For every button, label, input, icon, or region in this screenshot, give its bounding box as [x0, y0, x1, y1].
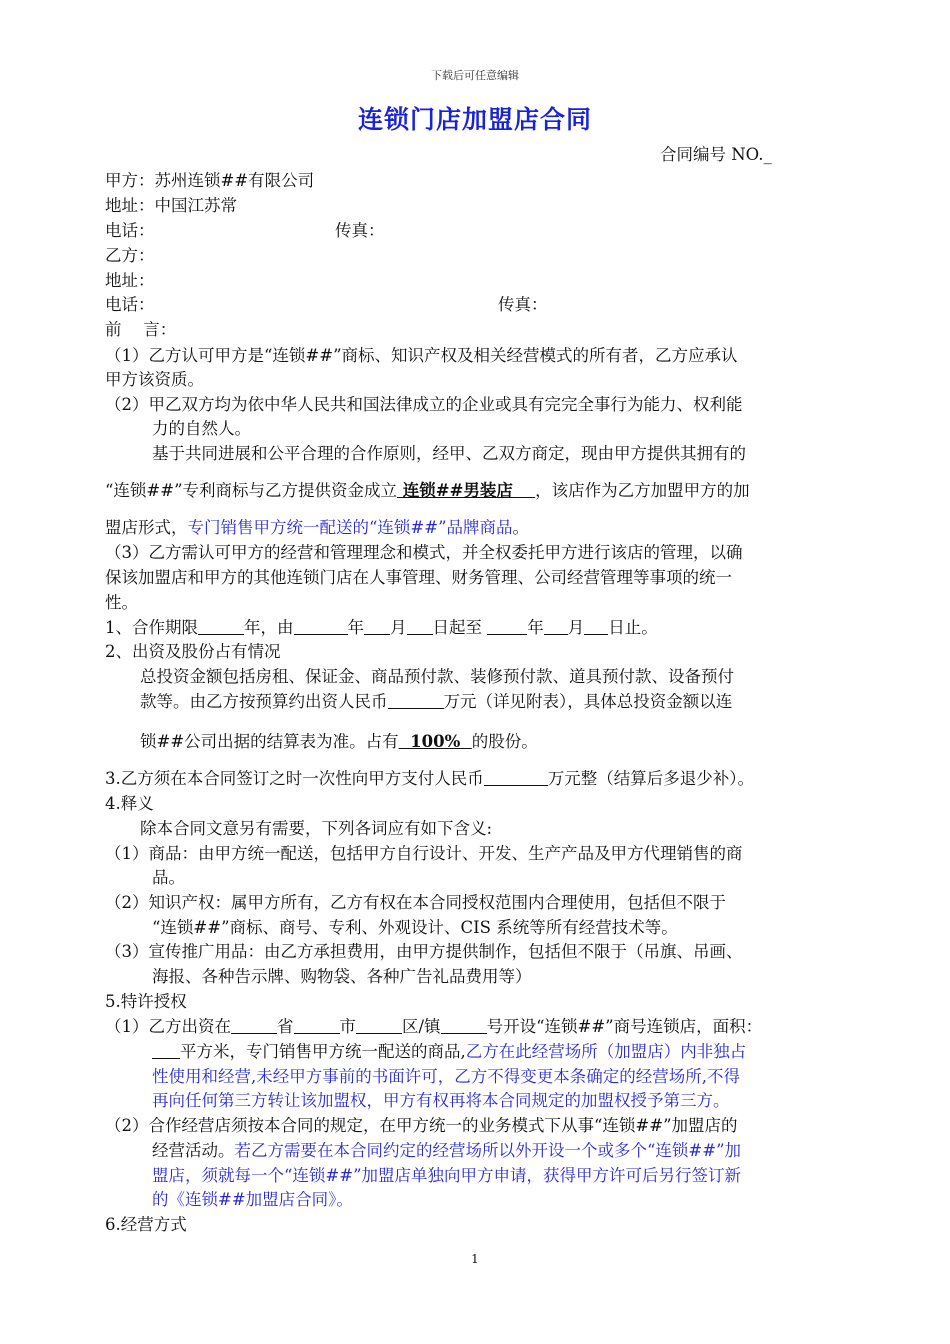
start-year-blank [294, 618, 348, 635]
section5-item2-line2 [152, 1140, 741, 1162]
city-label: 市 [339, 1017, 356, 1036]
section4-item1-line1: （1）商品：由甲方统一配送，包括甲方自行设计、开发、生产产品及甲方代理销售的商 [105, 844, 743, 863]
party-b-address: 地址： [105, 271, 155, 290]
section2-line2 [140, 691, 732, 713]
section5-item2-line4: 的《连锁##加盟店合同》。 [152, 1190, 353, 1209]
investment-note: 万元（详见附表），具体总投资金额以连 [443, 692, 733, 711]
section4-intro: 除本合同文意另有需要，下列各词应有如下含义: [140, 819, 493, 838]
section4-item3-line2: 海报、各种告示牌、购物袋、各种广告礼品费用等） [152, 967, 532, 986]
end-month-label: 月 [567, 618, 585, 637]
section5-item1-line2 [152, 1041, 746, 1063]
end-month-blank [544, 618, 568, 635]
district-blank [356, 1017, 402, 1034]
document-title: 连锁门店加盟店合同 [357, 105, 592, 134]
party-b-phone: 电话： [105, 295, 155, 314]
start-year-label: 年 [347, 618, 364, 637]
area-blank [152, 1042, 180, 1059]
section4-item2-line1: （2）知识产权：属甲方所有，乙方有权在本合同授权范围内合理使用，包括但不限于 [105, 893, 726, 912]
non-exclusive-clause-start: 乙方在此经营场所（加盟店）内非独占 [465, 1042, 747, 1061]
location-label: （1）乙方出资在 [105, 1017, 231, 1036]
section4-item1-line2: 品。 [152, 868, 185, 887]
preface-p2-line5-start: 盟店形式， [105, 518, 188, 537]
preface-p2-line3: 基于共同进展和公平合理的合作原则，经甲、乙双方商定，现由甲方提供其拥有的 [152, 444, 746, 463]
store-name: 连锁##男装店 [397, 481, 519, 500]
preface-p2-line1: （2）甲乙双方均为依中华人民共和国法律成立的企业或具有完完全事行为能力、权利能 [105, 395, 743, 414]
share-percentage: 100% [398, 732, 472, 751]
payment-suffix: 万元整（结算后多退少补）。 [547, 769, 754, 788]
store-name-blank [519, 481, 536, 500]
city-blank [294, 1017, 340, 1034]
preface-p2-line4-start: “连锁##”专利商标与乙方提供资金成立 [105, 481, 398, 500]
section5-item2-line1: （2）合作经营店须按本合同的规定，在甲方统一的业务模式下从事“连锁##”加盟店的 [105, 1116, 738, 1135]
section2-heading: 2、出资及股份占有情况 [105, 642, 281, 661]
investment-label: 款等。由乙方按预算约出资人民币 [140, 692, 388, 711]
section5-item1-line4: 再向任何第三方转让该加盟权，甲方有权再将本合同规定的加盟权授予第三方。 [152, 1091, 730, 1110]
contract-number: 合同编号 NO._ [660, 145, 772, 164]
preface-p2-line5-end: 。 [512, 518, 530, 537]
payment-amount-blank [484, 769, 548, 786]
province-label: 省 [277, 1017, 294, 1036]
party-a-fax: 传真： [335, 221, 385, 240]
preface-p2-line4 [105, 480, 750, 502]
start-month-label: 月 [390, 618, 407, 637]
header-note: 下载后可任意编辑 [431, 69, 519, 82]
section4-item2-line2: “连锁##”商标、商号、专利、外观设计、CIS 系统等所有经营技术等。 [152, 918, 678, 937]
party-a-phone: 电话： [105, 221, 155, 240]
party-b-fax: 传真： [498, 295, 548, 314]
preface-p3-line3: 性。 [105, 593, 138, 612]
number-blank [441, 1017, 487, 1034]
section1-term [105, 617, 658, 639]
area-text: 平方米，专门销售甲方统一配送的商品, [180, 1042, 466, 1061]
end-day-blank [584, 618, 608, 635]
term-label: 1、合作期限 [105, 618, 198, 637]
party-a-name: 甲方：苏州连锁##有限公司 [105, 171, 315, 190]
section2-line1: 总投资金额包括房租、保证金、商品预付款、装修预付款、道具预付款、设备预付 [140, 667, 734, 686]
section5-item2-line3: 盟店，须就每一个“连锁##”加盟店单独向甲方申请，获得甲方许可后另行签订新 [152, 1166, 742, 1185]
term-from-label: 年，由 [244, 618, 294, 637]
section5-item1-line3: 性使用和经营,未经甲方事前的书面许可，乙方不得变更本条确定的经营场所,不得 [152, 1067, 740, 1086]
additional-store-clause-start: 若乙方需要在本合同约定的经营场所以外开设一个或多个“连锁##”加 [234, 1141, 742, 1160]
preface-p1-line2: 甲方该资质。 [105, 370, 204, 389]
business-activity-text: 经营活动。 [152, 1141, 235, 1160]
section4-item3-line1: （3）宣传推广用品：由乙方承担费用，由甲方提供制作，包括但不限于（吊旗、吊画、 [105, 942, 743, 961]
section5-item1-line1 [105, 1016, 762, 1038]
section3-payment [105, 768, 754, 790]
start-month-blank [364, 618, 390, 635]
party-b-name: 乙方： [105, 246, 155, 265]
page-number: 1 [471, 1252, 479, 1266]
end-day-label: 日止。 [608, 618, 658, 637]
preface-p3-line2: 保该加盟店和甲方的其他连锁门店在人事管理、财务管理、公司经营管理等事项的统一 [105, 568, 732, 587]
start-day-blank [407, 618, 433, 635]
investment-amount-blank [388, 692, 444, 709]
store-opening-text: 号开设“连锁##”商号连锁店，面积： [486, 1017, 763, 1036]
end-year-blank [487, 618, 527, 635]
preface-p2-line5 [105, 517, 529, 539]
end-year-label: 年 [527, 618, 544, 637]
preface-p1-line1: （1）乙方认可甲方是“连锁##”商标、知识产权及相关经营模式的所有者，乙方应承认 [105, 346, 738, 365]
section6-heading: 6.经营方式 [105, 1215, 187, 1234]
payment-label: 3.乙方须在本合同签订之时一次性向甲方支付人民币 [105, 769, 484, 788]
start-day-label: 日起至 [432, 618, 488, 637]
preface-heading: 前 言： [105, 320, 177, 339]
preface-p3-line1: （3）乙方需认可甲方的经营和管理理念和模式，并全权委托甲方进行该店的管理，以确 [105, 543, 743, 562]
preface-p2-line2: 力的自然人。 [152, 419, 251, 438]
share-label: 锁##公司出据的结算表为准。占有 [140, 732, 399, 751]
term-years-blank [198, 618, 244, 635]
section5-heading: 5.特许授权 [105, 992, 187, 1011]
preface-p2-line5-highlight: 专门销售甲方统一配送的“连锁##”品牌商品 [187, 518, 513, 537]
section4-heading: 4.释义 [105, 794, 154, 813]
share-suffix: 的股份。 [471, 732, 538, 751]
party-a-address: 地址：中国江苏常 [105, 196, 237, 215]
province-blank [231, 1017, 277, 1034]
section2-line3 [140, 731, 538, 753]
district-label: 区/镇 [402, 1017, 441, 1036]
preface-p2-line4-end: ，该店作为乙方加盟甲方的加 [535, 481, 750, 500]
